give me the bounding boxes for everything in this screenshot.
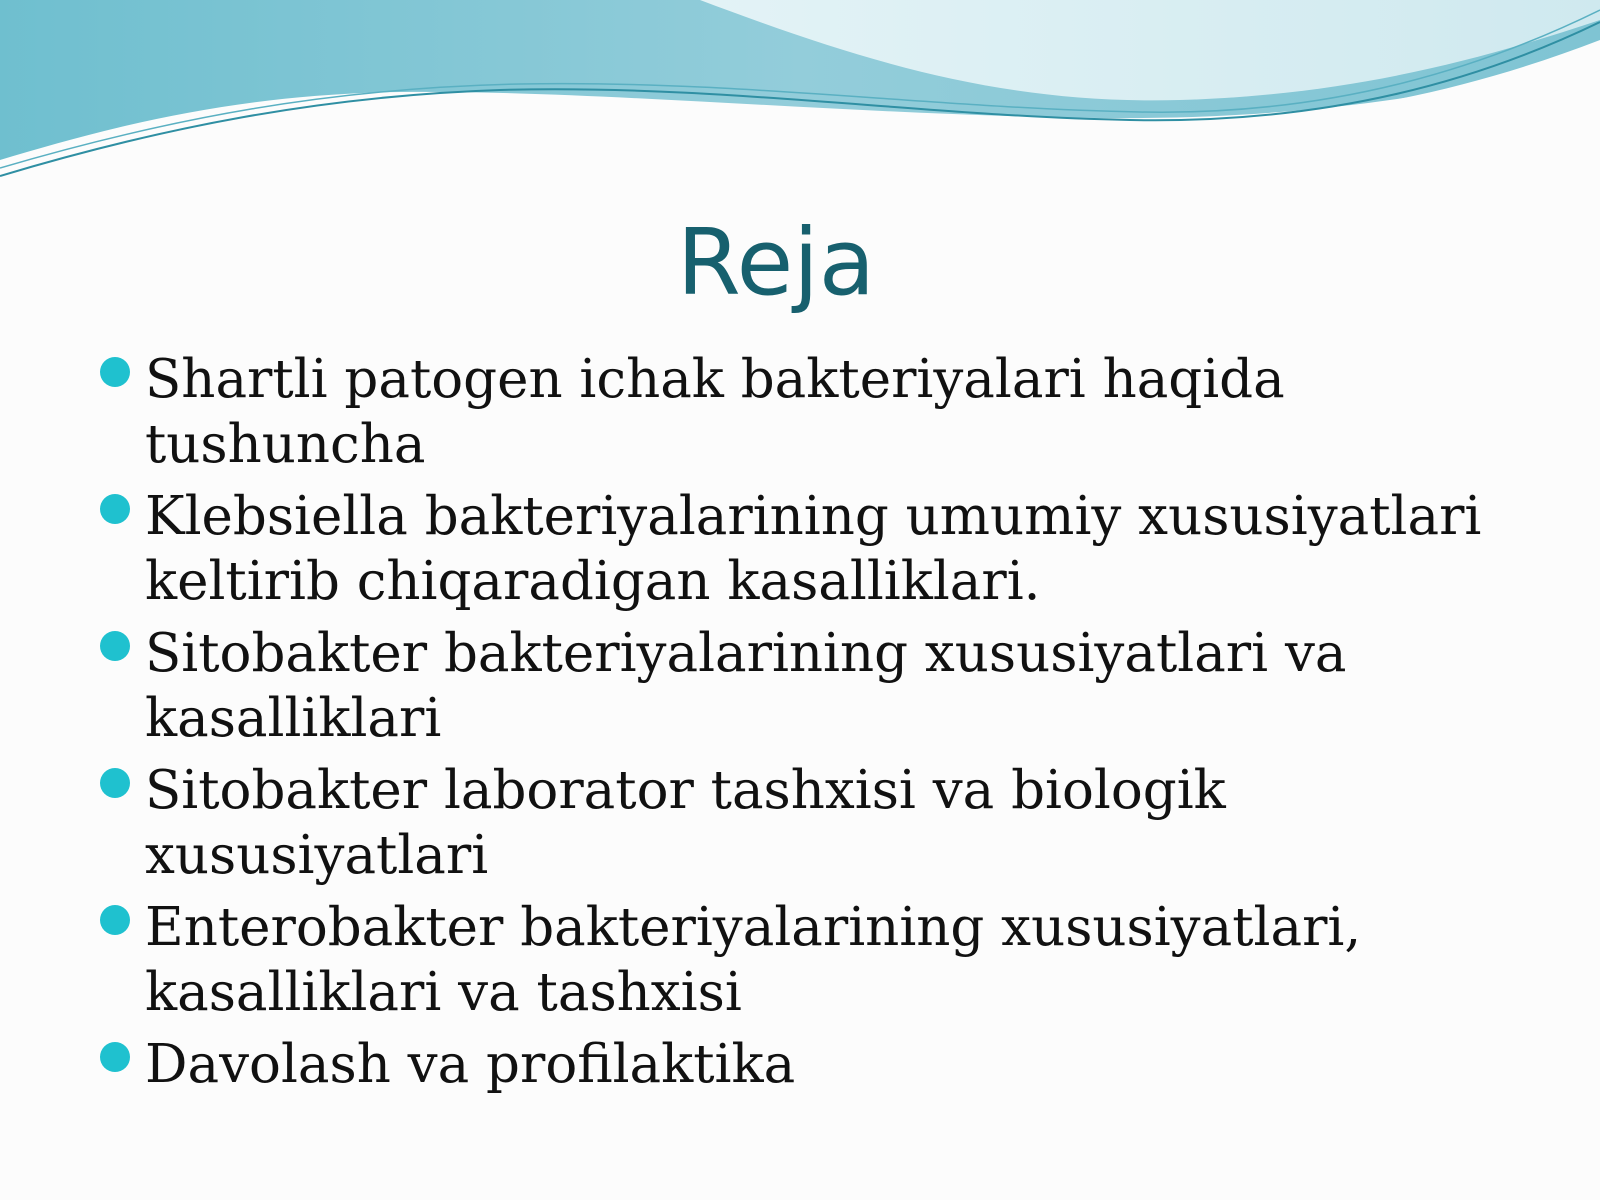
bullet-text: Enterobakter bakteriyalarining xususiyatlari, kasalliklari va tashxisi	[145, 897, 1362, 1023]
bullet-text: Sitobakter bakteriyalarining xususiyatlari va kasalliklari	[145, 623, 1347, 749]
bullet-dot-icon	[100, 1042, 130, 1072]
bullet-dot-icon	[100, 631, 130, 661]
list-item	[100, 347, 1560, 477]
list-item	[100, 1032, 1560, 1097]
slide-title: Reja	[676, 209, 876, 316]
list-item	[100, 484, 1560, 614]
wave-header-decoration	[0, 0, 1600, 190]
list-item	[100, 621, 1560, 751]
bullet-list	[100, 347, 1560, 1104]
bullet-text: Sitobakter laborator tashxisi va biologik xususiyatlari	[145, 760, 1226, 886]
bullet-text: Klebsiella bakteriyalarining umumiy xususiyatlari keltirib chiqaradigan kasalliklari.	[145, 486, 1482, 612]
bullet-dot-icon	[100, 357, 130, 387]
bullet-dot-icon	[100, 768, 130, 798]
list-item	[100, 758, 1560, 888]
bullet-dot-icon	[100, 494, 130, 524]
bullet-text: Shartli patogen ichak bakteriyalari haqida tushuncha	[145, 349, 1285, 475]
bullet-dot-icon	[100, 905, 130, 935]
list-item	[100, 895, 1560, 1025]
bullet-text: Davolash va profilaktika	[145, 1034, 796, 1095]
